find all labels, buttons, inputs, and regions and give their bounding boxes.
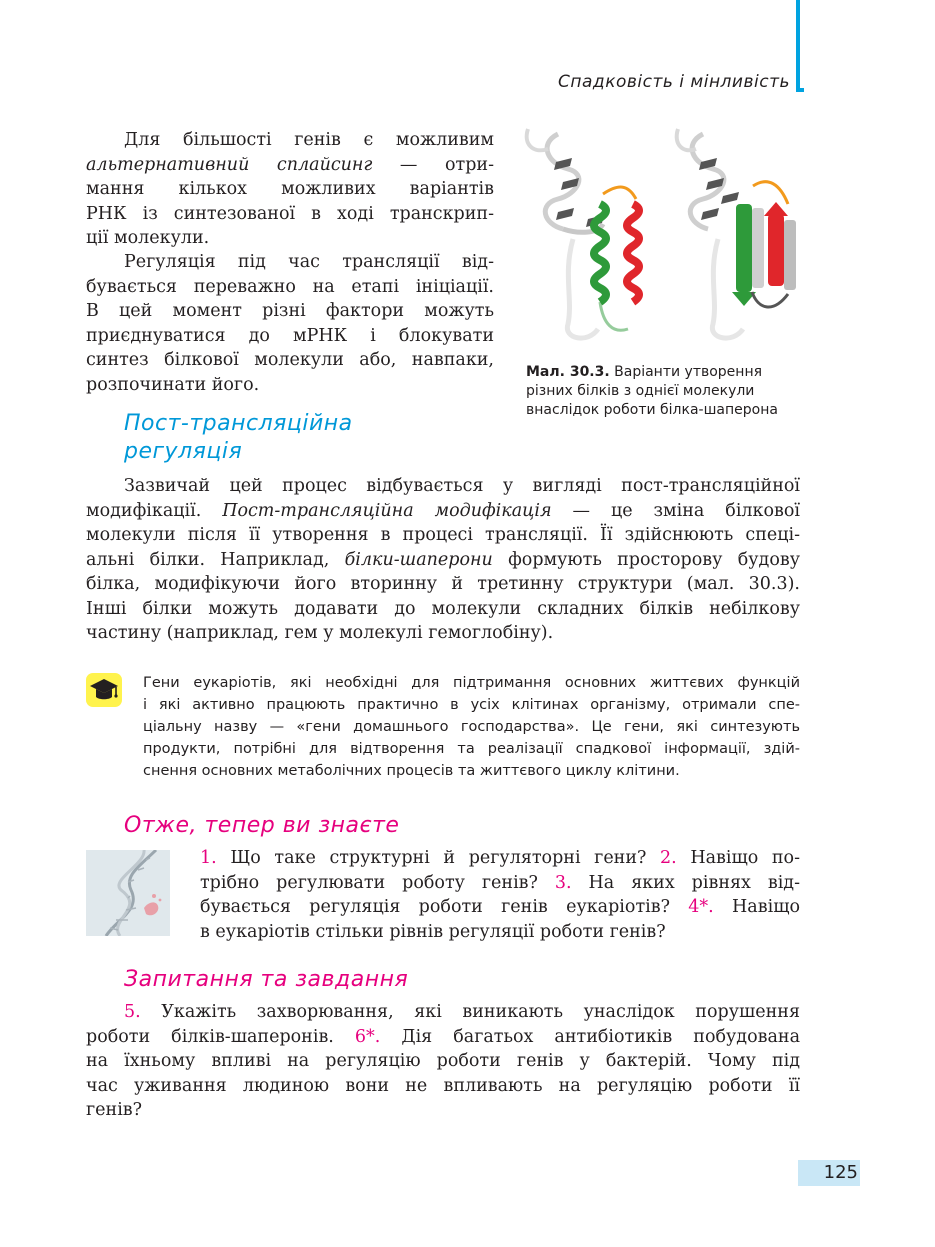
task-line: 5. Укажіть захворювання, які виникають унаслідок порушення bbox=[124, 1002, 800, 1022]
running-title: Спадковість і мінливість bbox=[558, 72, 790, 92]
body-line: молекули після її утворення в процесі трансляції. Її здійснюють спеці- bbox=[86, 525, 800, 545]
intro-line: приєднуватися до мРНК і блокувати bbox=[86, 325, 494, 346]
note-line: і які активно працюють практично в усіх клітинах організму, отримали спе- bbox=[143, 697, 800, 713]
figure-caption-label: Мал. 30.3. bbox=[526, 364, 610, 380]
red-helix bbox=[627, 204, 639, 302]
note-icon-box bbox=[86, 673, 122, 707]
red-sheet bbox=[768, 214, 784, 286]
intro-line: Регуляція під час трансляції від- bbox=[124, 252, 494, 272]
term-post-translational-modification: Пост-трансляційна модифікація bbox=[222, 500, 552, 521]
header-accent-bar bbox=[796, 0, 800, 92]
note-line: продукти, потрібні для відтворення та реалізації спадкової інформації, здій- bbox=[143, 741, 800, 757]
protein-left bbox=[527, 129, 639, 338]
note-line: снення основних метаболічних процесів та життєвого циклу клітини. bbox=[143, 763, 680, 779]
task-line: час уживання людиною вони не впливають на регуляцію роботи її bbox=[86, 1075, 800, 1096]
body-line: Зазвичай цей процес відбувається у вигляді пост-трансляційної bbox=[124, 476, 800, 496]
post-translation-paragraph bbox=[86, 474, 800, 646]
figure-caption: Мал. 30.3. Варіанти утворення різних білків з однієї молекули внаслідок роботи білка-шаперона bbox=[526, 364, 778, 418]
intro-line: розпочинати його. bbox=[86, 374, 260, 395]
intro-line: Для більшості генів є можливим bbox=[124, 130, 494, 150]
body-line: білка, модифікуючи його вторинну й третинну структури (мал. 30.3). bbox=[86, 574, 800, 594]
summary-questions bbox=[200, 846, 800, 944]
intro-line: ції молекули. bbox=[86, 228, 210, 248]
intro-paragraph-2 bbox=[86, 250, 494, 397]
summary-heading: Отже, тепер ви знаєте bbox=[124, 813, 400, 838]
dna-image bbox=[86, 850, 170, 936]
term-alt-splicing: альтернативний сплайсинг bbox=[86, 154, 373, 175]
tasks-heading: Запитання та завдання bbox=[124, 967, 409, 992]
page-number: 125 bbox=[798, 1160, 860, 1186]
note-line: ціальну назву — «гени домашнього господарства». Це гени, які синтезують bbox=[143, 719, 800, 735]
note-text bbox=[143, 672, 800, 782]
body-line: Інші білки можуть додавати до молекули складних білків небілкову bbox=[86, 598, 800, 619]
task-line: роботи білків-шаперонів. 6*. Дія багатьох антибіотиків побудована bbox=[86, 1026, 801, 1047]
task-line: генів? bbox=[86, 1100, 143, 1120]
body-line: альні білки. Наприклад, білки-шаперони формують просторову будову bbox=[86, 549, 800, 570]
intro-line: бувається переважно на етапі ініціації. bbox=[86, 276, 494, 297]
tasks-paragraph bbox=[86, 1000, 800, 1123]
intro-paragraph-1 bbox=[86, 128, 494, 251]
summary-line: трібно регулювати роботу генів? 3. На яких рівнях від- bbox=[200, 872, 800, 893]
protein-figure bbox=[518, 124, 808, 356]
summary-line: в еукаріотів стільки рівнів регуляції роботи генів? bbox=[200, 921, 666, 942]
section-heading-post-translation: Пост-трансляційна регуляція bbox=[124, 411, 353, 464]
intro-line: мання кількох можливих варіантів bbox=[86, 179, 494, 199]
intro-line: РНК із синтезованої в ході транскрип- bbox=[86, 203, 494, 224]
task-line: на їхньому впливі на регуляцію роботи генів у бактерій. Чому під bbox=[86, 1051, 800, 1071]
intro-line: В цей момент різні фактори можуть bbox=[86, 301, 494, 321]
protein-right bbox=[677, 129, 796, 338]
summary-line: бувається регуляція роботи генів еукаріотів? 4*. Навіщо bbox=[200, 897, 800, 917]
header-corner-bar bbox=[800, 88, 804, 92]
intro-line: синтез білкової молекули або, навпаки, bbox=[86, 350, 494, 370]
body-line: модифікації. Пост-трансляційна модифікація — це зміна білкової bbox=[86, 500, 800, 521]
green-helix bbox=[594, 204, 606, 302]
note-line: Гени еукаріотів, які необхідні для підтримання основних життєвих функцій bbox=[143, 675, 800, 691]
body-line: частину (наприклад, гем у молекулі гемоглобіну). bbox=[86, 623, 554, 643]
green-sheet bbox=[736, 204, 752, 292]
term-chaperones: білки-шаперони bbox=[344, 549, 493, 570]
graduation-cap-icon bbox=[86, 673, 122, 707]
summary-line: 1. Що таке структурні й регуляторні гени? 2. Навіщо по- bbox=[200, 848, 800, 868]
intro-line: альтернативний сплайсинг — отри- bbox=[86, 154, 494, 175]
